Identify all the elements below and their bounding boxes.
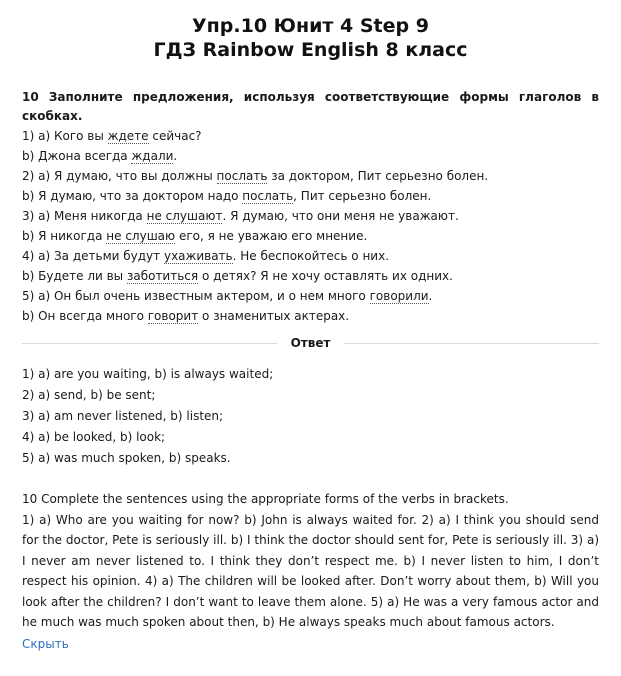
verb-underlined: ждете xyxy=(107,129,149,143)
answer-line: 4) a) be looked, b) look; xyxy=(22,430,166,444)
task-line xyxy=(22,186,599,206)
verb-underlined: говорит xyxy=(147,309,199,323)
english-heading: 10 Complete the sentences using the appropriate forms of the verbs in brackets. xyxy=(22,492,509,506)
divider-rule-right xyxy=(344,343,599,344)
answer-divider xyxy=(22,336,599,350)
task-line xyxy=(22,126,599,146)
task-line xyxy=(22,166,599,186)
line-text: . Я думаю, что они меня не уважают. xyxy=(222,209,459,223)
task-line xyxy=(22,226,599,246)
answer-list xyxy=(22,364,599,469)
task-line xyxy=(22,286,599,306)
task-line xyxy=(22,146,599,166)
answer-line: 5) a) was much spoken, b) speaks. xyxy=(22,451,231,465)
divider-rule-left xyxy=(22,343,277,344)
line-text: . xyxy=(428,289,433,303)
task-line xyxy=(22,306,599,326)
title-line-2: ГДЗ Rainbow English 8 класс xyxy=(153,39,468,61)
line-text: о знаменитых актерах. xyxy=(198,309,350,323)
english-body: 1) a) Who are you waiting for now? b) John is always waited for. 2) a) I think you should send for the doctor, Pete is seriously ill. b) I think the doctor should sent for, Pete is seriously ill. 3) a) I never am never listened to. I think they don’t respect me. b) I never listen to him, I don’t respect his opinion. 4) a) The children will be looked after. Don’t worry about them, b) Will you look after the children? I don’t want to leave them alone. 5) a) He was a very famous actor and he much was much spoken about then, b) He always speaks much about famous actors. xyxy=(22,512,599,629)
line-text: 2) а) Я думаю, что вы должны xyxy=(22,169,217,183)
line-text: b) Будете ли вы xyxy=(22,269,127,283)
line-text: b) Джона всегда xyxy=(22,149,132,163)
task-line xyxy=(22,206,599,226)
verb-underlined: послать xyxy=(242,189,294,203)
verb-underlined: ждали xyxy=(131,149,174,163)
answer-line: 1) a) are you waiting, b) is always waited; xyxy=(22,367,274,381)
verb-underlined: не слушают xyxy=(146,209,223,223)
line-text: . Не беспокойтесь о них. xyxy=(232,249,390,263)
title-line-1: Упр.10 Юнит 4 Step 9 xyxy=(192,15,429,37)
line-text: b) Он всегда много xyxy=(22,309,148,323)
line-text: b) Я никогда xyxy=(22,229,107,243)
task-line xyxy=(22,266,599,286)
verb-underlined: не слушаю xyxy=(106,229,176,243)
line-text: 4) а) За детьми будут xyxy=(22,249,164,263)
line-text: . xyxy=(173,149,178,163)
line-text: сейчас? xyxy=(148,129,202,143)
english-translation xyxy=(22,489,599,633)
task-lines xyxy=(22,126,599,326)
verb-underlined: заботиться xyxy=(126,269,199,283)
answer-line: 3) a) am never listened, b) listen; xyxy=(22,409,224,423)
line-text: о детях? Я не хочу оставлять их одних. xyxy=(198,269,453,283)
line-text: , Пит серьезно болен. xyxy=(293,189,432,203)
task-line xyxy=(22,246,599,266)
task-heading: 10 Заполните предложения, используя соответствующие формы глаголов в скобках. xyxy=(22,90,599,123)
answer-label: Ответ xyxy=(290,336,331,350)
line-text: 3) а) Меня никогда xyxy=(22,209,147,223)
line-text: 5) а) Он был очень известным актером, и о нем много xyxy=(22,289,370,303)
verb-underlined: говорили xyxy=(369,289,429,303)
line-text: за доктором, Пит серьезно болен. xyxy=(267,169,489,183)
answer-line: 2) a) send, b) be sent; xyxy=(22,388,156,402)
page-title xyxy=(22,14,599,62)
line-text: 1) а) Кого вы xyxy=(22,129,108,143)
verb-underlined: послать xyxy=(216,169,268,183)
verb-underlined: ухаживать xyxy=(163,249,233,263)
hide-link[interactable]: Скрыть xyxy=(22,636,69,651)
line-text: b) Я думаю, что за доктором надо xyxy=(22,189,243,203)
line-text: его, я не уважаю его мнение. xyxy=(175,229,368,243)
